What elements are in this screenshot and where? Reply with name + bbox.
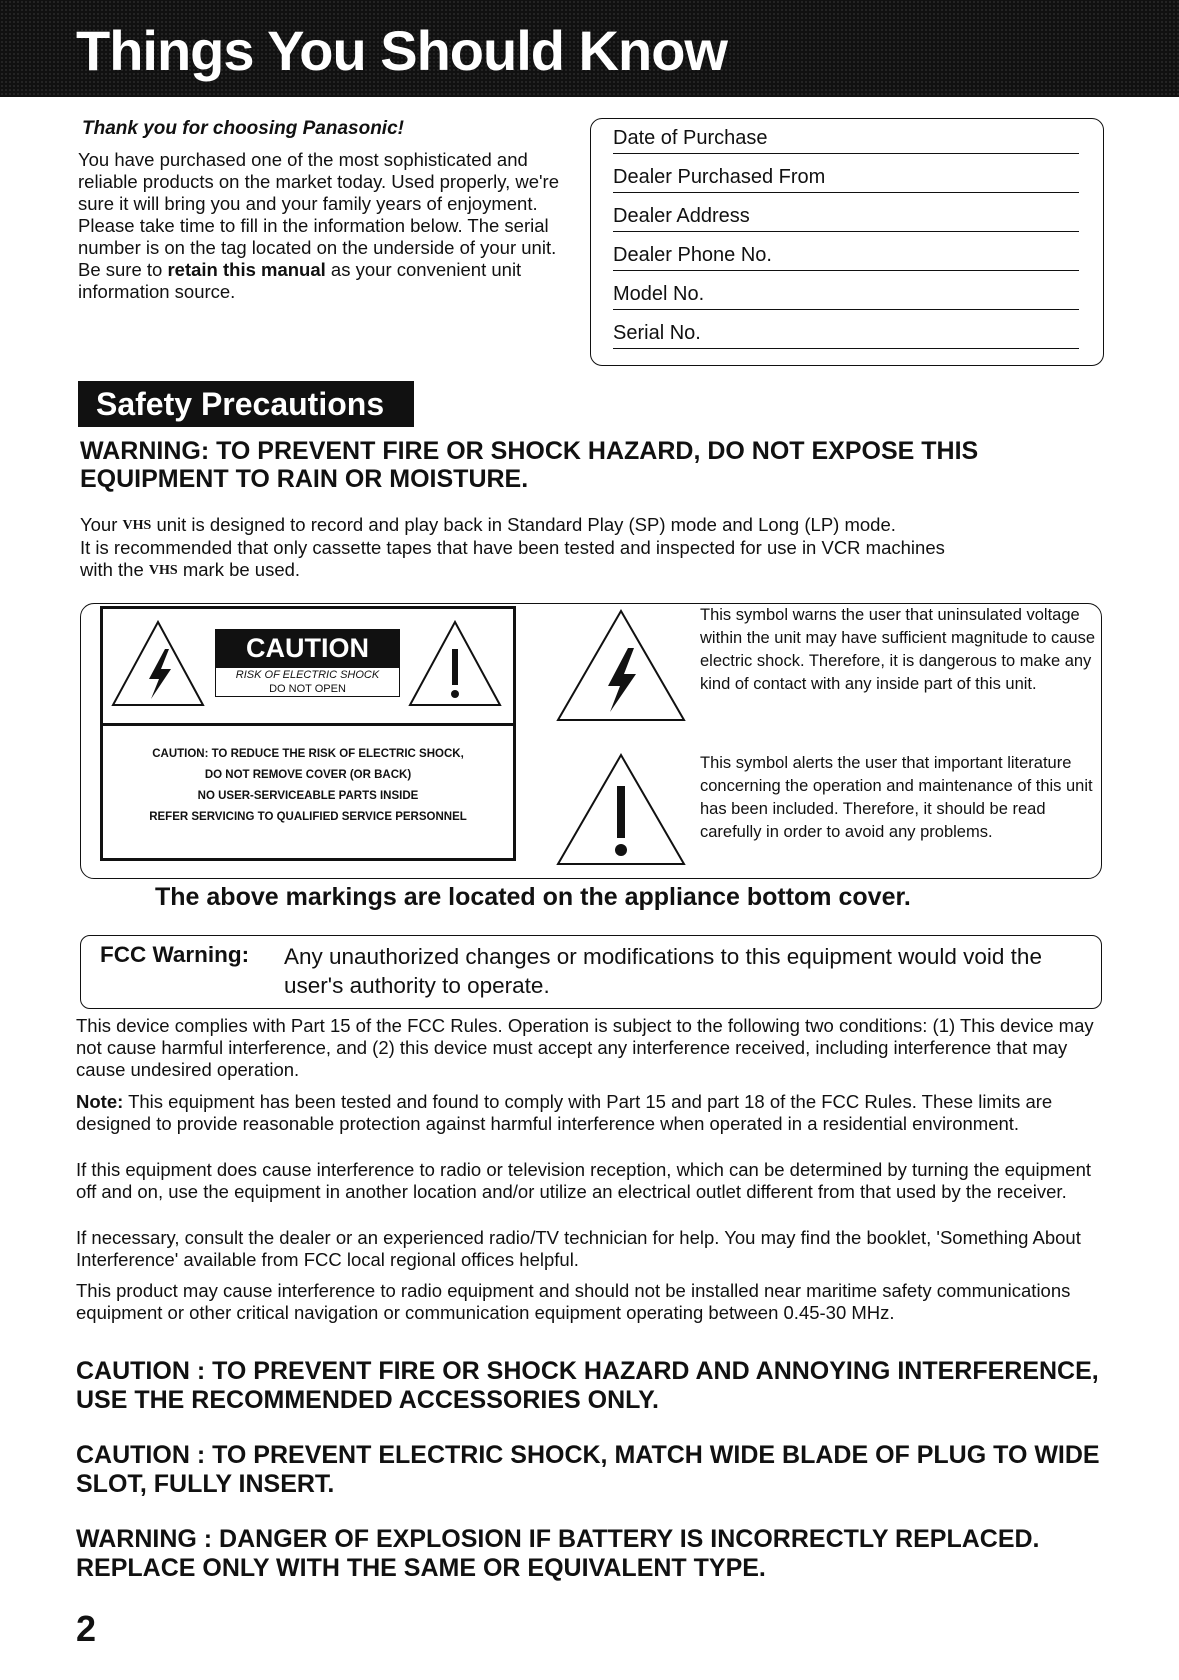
caution-badge: CAUTION: [215, 629, 400, 667]
markings-note: The above markings are located on the appliance bottom cover.: [155, 883, 911, 911]
section-title-safety: Safety Precautions: [78, 381, 414, 427]
vhs-line-3: [80, 559, 1140, 582]
caution-plug: CAUTION : TO PREVENT ELECTRIC SHOCK, MATCH WIDE BLADE OF PLUG TO WIDE SLOT, FULLY INSERT.: [76, 1441, 1100, 1498]
intro-paragraph: [78, 149, 578, 303]
fcc-warning-text: Any unauthorized changes or modifications to this equipment would void the user's authority to operate.: [284, 944, 1042, 998]
vhs-line-2: It is recommended that only cassette tapes that have been tested and inspected for use in VCR machines: [80, 537, 945, 558]
caution-instr-line-1: CAUTION: TO REDUCE THE RISK OF ELECTRIC SHOCK,: [152, 748, 464, 760]
lightning-symbol-description: This symbol warns the user that uninsulated voltage within the unit may have sufficient magnitude to cause electric shock. Therefore, it is dangerous to make any kind of contact with any inside part of this unit.: [700, 606, 1096, 693]
lightning-symbol-icon: [556, 608, 686, 723]
thank-you-text: Thank you for choosing Panasonic!: [82, 118, 404, 139]
purchase-info-form: [590, 118, 1104, 366]
vhs-text-1b: unit is designed to record and play back in Standard Play (SP) mode and Long (LP) mode.: [151, 514, 896, 535]
vhs-logo: VHS: [148, 563, 178, 578]
page-number: 2: [76, 1608, 97, 1649]
caution-label-panel: [100, 606, 516, 861]
vhs-text-1a: Your: [80, 514, 123, 535]
dealer-phone-field[interactable]: Dealer Phone No.: [613, 240, 1079, 271]
exclamation-triangle-icon: [408, 619, 503, 709]
fcc-note-label: Note:: [76, 1091, 124, 1112]
intro-text-before: You have purchased one of the most sophisticated and reliable products on the market today. Used properly, we're sure it will bring you and your family years of enjoyment. Please take time to fill in the information below. The serial number is on the tag located on the underside of your unit. Be sure to: [78, 149, 559, 280]
fcc-note-paragraph: [76, 1091, 1106, 1135]
intro-text-after: as your convenient unit information source.: [78, 259, 522, 302]
caution-divider: [103, 723, 513, 726]
vhs-text-3b: mark be used.: [177, 559, 301, 580]
date-of-purchase-field[interactable]: Date of Purchase: [613, 123, 1079, 154]
exclamation-symbol-description: This symbol alerts the user that important literature concerning the operation and maintenance of this unit has been included. Therefore, it should be read carefully in order to avoid any problems.: [700, 754, 1093, 841]
fcc-maritime-paragraph: This product may cause interference to radio equipment and should not be installed near maritime safety communications equipment or other critical navigation or communication equipment operating between 0.45-30 MHz.: [76, 1280, 1071, 1323]
vhs-line-1: [80, 514, 1140, 537]
warning-battery: WARNING : DANGER OF EXPLOSION IF BATTERY IS INCORRECTLY REPLACED. REPLACE ONLY WITH THE SAME OR EQUIVALENT TYPE.: [76, 1525, 1040, 1582]
fcc-part15-paragraph: This device complies with Part 15 of the FCC Rules. Operation is subject to the following two conditions: (1) This device may not cause harmful interference, and (2) this device must accept any interference received, including interference that may cause undesired operation.: [76, 1015, 1094, 1080]
lightning-triangle-icon: [111, 619, 206, 709]
caution-instr-line-4: REFER SERVICING TO QUALIFIED SERVICE PERSONNEL: [149, 811, 467, 823]
serial-no-field[interactable]: Serial No.: [613, 318, 1079, 349]
fcc-note-text: This equipment has been tested and found to comply with Part 15 and part 18 of the FCC Rules. These limits are designed to provide reasonable protection against harmful interference when operated in a residential environment.: [76, 1091, 1053, 1134]
exclamation-symbol-icon: [556, 752, 686, 867]
vhs-logo: VHS: [122, 518, 152, 533]
vhs-paragraph: [80, 514, 1140, 582]
page-title: Things You Should Know: [76, 19, 727, 82]
caution-instr-line-3: NO USER-SERVICEABLE PARTS INSIDE: [197, 790, 419, 802]
dealer-purchased-from-field[interactable]: Dealer Purchased From: [613, 162, 1079, 193]
warning-moisture: WARNING: TO PREVENT FIRE OR SHOCK HAZARD, DO NOT EXPOSE THIS EQUIPMENT TO RAIN OR MOISTURE.: [80, 437, 979, 493]
model-no-field[interactable]: Model No.: [613, 279, 1079, 310]
intro-text-bold: retain this manual: [167, 259, 326, 280]
caution-instructions: [103, 744, 513, 828]
caution-accessories: CAUTION : TO PREVENT FIRE OR SHOCK HAZARD AND ANNOYING INTERFERENCE, USE THE RECOMMENDED ACCESSORIES ONLY.: [76, 1357, 1099, 1414]
caution-sub-line-1: RISK OF ELECTRIC SHOCK: [235, 669, 380, 681]
fcc-interference-paragraph: If this equipment does cause interference to radio or television reception, which can be determined by turning the equipment off and on, use the equipment in another location and/or utilize an electrical outlet different from that used by the receiver.: [76, 1159, 1092, 1202]
caution-instr-line-2: DO NOT REMOVE COVER (OR BACK): [204, 769, 412, 781]
caution-sub-text: [215, 667, 400, 697]
caution-sub-line-2: DO NOT OPEN: [269, 683, 346, 695]
fcc-warning-label: FCC Warning:: [100, 942, 250, 967]
fcc-booklet-paragraph: If necessary, consult the dealer or an experienced radio/TV technician for help. You may find the booklet, 'Something About Interference' available from FCC local regional offices helpful.: [76, 1227, 1081, 1270]
dealer-address-field[interactable]: Dealer Address: [613, 201, 1079, 232]
vhs-text-3a: with the: [80, 559, 149, 580]
